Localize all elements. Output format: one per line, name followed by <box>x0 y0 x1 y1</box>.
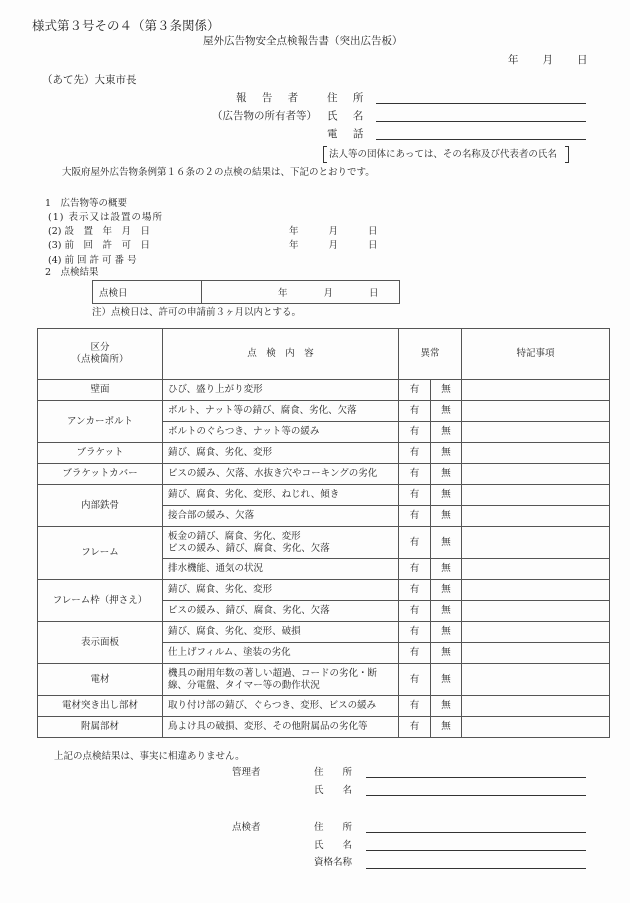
reporter-name-field[interactable] <box>376 121 586 122</box>
section1-item-prev-permit-number: (4) 前 回 許 可 番 号 <box>48 255 137 266</box>
abnormal-yes-option[interactable]: 有 <box>399 580 431 601</box>
remarks-cell[interactable] <box>462 506 610 527</box>
abnormal-no-option[interactable]: 無 <box>431 601 462 622</box>
intro-text: 大阪府屋外広告物条例第１６条の２の点検の結果は、下記のとおりです。 <box>62 167 375 178</box>
table-row <box>38 717 610 738</box>
table-row <box>38 380 610 401</box>
abnormal-no-option[interactable]: 無 <box>431 401 462 422</box>
abnormal-no-option[interactable]: 無 <box>431 527 462 559</box>
abnormal-no-option[interactable]: 無 <box>431 422 462 443</box>
category-cell: 内部鉄骨 <box>38 485 163 527</box>
table-row <box>38 580 610 601</box>
inspection-item-cell: 取り付け部の錆び、ぐらつき、変形、ビスの緩み <box>163 696 399 717</box>
inspection-date-table <box>92 280 400 304</box>
remarks-cell[interactable] <box>462 485 610 506</box>
abnormal-yes-option[interactable]: 有 <box>399 443 431 464</box>
reporter-phone-label: 電 話 <box>327 128 370 140</box>
inspection-date-label: 点検日 <box>93 281 202 304</box>
inspector-qualification-label: 資格名称 <box>314 857 353 868</box>
abnormal-no-option[interactable]: 無 <box>431 622 462 643</box>
section2-heading: 2 点検結果 <box>45 267 99 278</box>
table-row <box>38 464 610 485</box>
abnormal-no-option[interactable]: 無 <box>431 380 462 401</box>
remarks-cell[interactable] <box>462 380 610 401</box>
reporter-address-label: 住 所 <box>327 92 370 104</box>
abnormal-yes-option[interactable]: 有 <box>399 527 431 559</box>
section1-item-prev-permit-date: (3) 前 回 許 可 日 <box>48 240 150 251</box>
inspector-name-field[interactable] <box>366 850 586 851</box>
abnormal-no-option[interactable]: 無 <box>431 696 462 717</box>
abnormal-no-option[interactable]: 無 <box>431 643 462 664</box>
category-cell: 附属部材 <box>38 717 163 738</box>
inspection-item-cell: ボルトのぐらつき、ナット等の緩み <box>163 422 399 443</box>
abnormal-no-option[interactable]: 無 <box>431 485 462 506</box>
inspection-item-cell: 錆び、腐食、劣化、変形、ねじれ、傾き <box>163 485 399 506</box>
table-row <box>38 527 610 559</box>
abnormal-yes-option[interactable]: 有 <box>399 717 431 738</box>
remarks-cell[interactable] <box>462 559 610 580</box>
abnormal-yes-option[interactable]: 有 <box>399 485 431 506</box>
remarks-cell[interactable] <box>462 580 610 601</box>
month-label: 月 <box>542 54 553 66</box>
abnormal-no-option[interactable]: 無 <box>431 717 462 738</box>
inspection-item-cell: 接合部の緩み、欠落 <box>163 506 399 527</box>
abnormal-yes-option[interactable]: 有 <box>399 464 431 485</box>
remarks-cell[interactable] <box>462 601 610 622</box>
category-cell: アンカーボルト <box>38 401 163 443</box>
document-title: 屋外広告物安全点検報告書（突出広告板） <box>203 35 403 47</box>
remarks-cell[interactable] <box>462 643 610 664</box>
category-cell: 表示面板 <box>38 622 163 664</box>
table-row <box>38 622 610 643</box>
remarks-cell[interactable] <box>462 622 610 643</box>
header-content: 点 検 内 容 <box>163 329 399 380</box>
inspection-item-cell: 錆び、腐食、劣化、変形 <box>163 580 399 601</box>
inspection-item-cell: 仕上げフィルム、塗装の劣化 <box>163 643 399 664</box>
remarks-cell[interactable] <box>462 443 610 464</box>
inspection-date-field[interactable]: 年 月 日 <box>202 281 400 304</box>
table-row <box>38 443 610 464</box>
declaration: 上記の点検結果は、事実に相違ありません。 <box>54 751 245 762</box>
manager-address-label: 住 所 <box>314 767 353 778</box>
abnormal-yes-option[interactable]: 有 <box>399 622 431 643</box>
section1-heading: 1 広告物等の概要 <box>45 198 128 209</box>
prev-permit-date-fields[interactable]: 年 月 日 <box>289 240 378 251</box>
abnormal-no-option[interactable]: 無 <box>431 464 462 485</box>
table-row <box>38 664 610 696</box>
abnormal-yes-option[interactable]: 有 <box>399 422 431 443</box>
header-category: 区分 （点検箇所） <box>38 329 163 380</box>
table-row <box>38 696 610 717</box>
section1-item-install-date: (2) 設 置 年 月 日 <box>48 226 150 237</box>
inspection-results-table <box>37 328 610 738</box>
abnormal-yes-option[interactable]: 有 <box>399 401 431 422</box>
inspection-item-cell: 錆び、腐食、劣化、変形 <box>163 443 399 464</box>
inspection-date-note: 注）点検日は、許可の申請前３ヶ月以内とする。 <box>92 307 302 318</box>
inspector-address-label: 住 所 <box>314 822 353 833</box>
inspector-label: 点検者 <box>232 822 261 833</box>
header-abnormal: 異常 <box>399 329 462 380</box>
abnormal-yes-option[interactable]: 有 <box>399 601 431 622</box>
right-bracket <box>565 146 569 163</box>
reporter-label: 報 告 者 <box>236 92 305 104</box>
inspection-item-cell: 鳥よけ具の破損、変形、その他附属品の劣化等 <box>163 717 399 738</box>
remarks-cell[interactable] <box>462 664 610 696</box>
remarks-cell[interactable] <box>462 401 610 422</box>
abnormal-no-option[interactable]: 無 <box>431 664 462 696</box>
reporter-name-label: 氏 名 <box>327 110 370 122</box>
abnormal-yes-option[interactable]: 有 <box>399 696 431 717</box>
inspection-item-cell: 錆び、腐食、劣化、変形、破損 <box>163 622 399 643</box>
category-cell: ブラケット <box>38 443 163 464</box>
abnormal-no-option[interactable]: 無 <box>431 506 462 527</box>
header-remarks: 特記事項 <box>462 329 610 380</box>
inspection-item-cell: ビスの緩み、錆び、腐食、劣化、欠落 <box>163 601 399 622</box>
manager-label: 管理者 <box>232 767 261 778</box>
abnormal-no-option[interactable]: 無 <box>431 443 462 464</box>
manager-name-label: 氏 名 <box>314 785 353 796</box>
inspection-item-cell: 板金の錆び、腐食、劣化、変形 ビスの緩み、錆び、腐食、劣化、欠落 <box>163 527 399 559</box>
reporter-phone-field[interactable] <box>376 139 586 140</box>
remarks-cell[interactable] <box>462 696 610 717</box>
category-cell: 壁面 <box>38 380 163 401</box>
remarks-cell[interactable] <box>462 717 610 738</box>
year-label: 年 <box>508 54 519 66</box>
abnormal-yes-option[interactable]: 有 <box>399 559 431 580</box>
section1-item-location: (1) 表示又は設置の場所 <box>48 212 163 223</box>
inspector-address-field[interactable] <box>366 832 586 833</box>
inspector-qualification-field[interactable] <box>366 868 586 869</box>
install-date-fields[interactable]: 年 月 日 <box>289 226 378 237</box>
remarks-cell[interactable] <box>462 422 610 443</box>
abnormal-no-option[interactable]: 無 <box>431 580 462 601</box>
addressee: （あて先）大東市長 <box>42 74 137 86</box>
reporter-sublabel: （広告物の所有者等） <box>212 110 317 122</box>
category-cell: ブラケットカバー <box>38 464 163 485</box>
category-cell: フレーム <box>38 527 163 580</box>
inspection-item-cell: 排水機能、通気の状況 <box>163 559 399 580</box>
reporter-note: 法人等の団体にあっては、その名称及び代表者の氏名 <box>323 146 569 162</box>
category-cell: 電材突き出し部材 <box>38 696 163 717</box>
day-label: 日 <box>577 54 588 66</box>
table-row <box>38 485 610 506</box>
reporter-address-field[interactable] <box>376 103 586 104</box>
manager-address-field[interactable] <box>366 777 586 778</box>
abnormal-yes-option[interactable]: 有 <box>399 380 431 401</box>
manager-name-field[interactable] <box>366 795 586 796</box>
inspection-item-cell: ビスの緩み、欠落、水抜き穴やコーキングの劣化 <box>163 464 399 485</box>
category-cell: フレーム枠（押さえ） <box>38 580 163 622</box>
inspection-item-cell: 機具の耐用年数の著しい超過、コードの劣化・断 線、分電盤、タイマー等の動作状況 <box>163 664 399 696</box>
abnormal-yes-option[interactable]: 有 <box>399 506 431 527</box>
report-date <box>508 55 588 66</box>
category-cell: 電材 <box>38 664 163 696</box>
remarks-cell[interactable] <box>462 464 610 485</box>
inspection-item-cell: ボルト、ナット等の錆び、腐食、劣化、欠落 <box>163 401 399 422</box>
form-number: 様式第３号その４（第３条関係） <box>32 18 220 33</box>
abnormal-yes-option[interactable]: 有 <box>399 664 431 696</box>
abnormal-yes-option[interactable]: 有 <box>399 643 431 664</box>
abnormal-no-option[interactable]: 無 <box>431 559 462 580</box>
inspector-name-label: 氏 名 <box>314 840 353 851</box>
inspection-item-cell: ひび、盛り上がり変形 <box>163 380 399 401</box>
remarks-cell[interactable] <box>462 527 610 559</box>
table-row <box>38 401 610 422</box>
